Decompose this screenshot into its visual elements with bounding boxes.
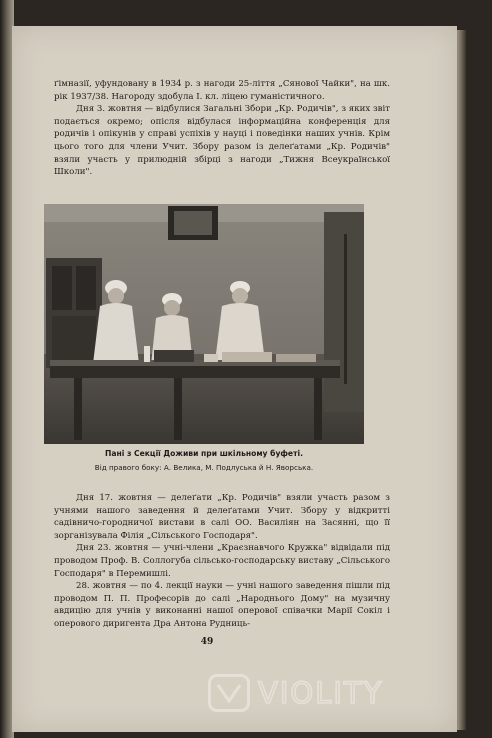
watermark-text: VIOLITY	[258, 676, 384, 710]
paragraph: Дня 17. жовтня — делеґати „Кр. Родичів" взяли участь разом з учнями нашого заведення й делеґатами Учит. Збору у відкритті садівничо-городничої вистави в салі ОО. Василіян на Засянні, що її зорганізувала Філія „Сільського Господаря".	[54, 493, 390, 541]
v-mark-icon	[216, 682, 242, 704]
paragraph: Дня 23. жовтня — учні-члени „Краєзнавчого Кружка" відвідали під проводом Проф. В. Соллогуба сільсько-господарську виставу „Сільського Господаря" в Перемишлі.	[54, 543, 390, 579]
text-block-bottom	[54, 492, 390, 631]
text-block-top	[54, 78, 390, 179]
photo-caption-title: Пані з Секції Доживи при шкільному буфеті.	[105, 449, 303, 458]
paragraph: 28. жовтня — по 4. лекції науки — учні нашого заведення пішли під проводом П. П. Професорів до салі „Народнього Дому" на музичну авдицію для учнів у виконанні нашої оперової співачки Марії Сокіл і оперового диригента Дра Антона Рудниць-	[54, 581, 390, 629]
violity-logo-icon	[208, 674, 250, 712]
archival-photo	[44, 204, 364, 444]
photo-caption-subtitle: Від правого боку: А. Велика, М. Подлуська й Н. Яворська.	[94, 463, 314, 472]
watermark	[208, 670, 478, 716]
book-page	[12, 26, 457, 732]
paragraph: ґімназії, уфундовану в 1934 р. з нагоди 25-ліття „Сянової Чайки", на шк. рік 1937/38. Нагороду здобула I. кл. ліцею гуманістичного.	[54, 79, 390, 102]
paragraph: Дня 3. жовтня — відбулися Загальні Збори „Кр. Родичів", з яких звіт подається окремо; опісля відбулася інформаційна конференція для родичів і опікунів у справі успіхів у науці і поведінки наших учнів. Крім цього того для члени Учит. Збору разом із делеґатами „Кр. Родичів" взяли участь у прилюдній збірці з нагоди „Тижня Всеукраїнської Школи".	[54, 104, 390, 178]
photo-illustration	[44, 204, 364, 444]
page-number: 49	[200, 637, 214, 647]
